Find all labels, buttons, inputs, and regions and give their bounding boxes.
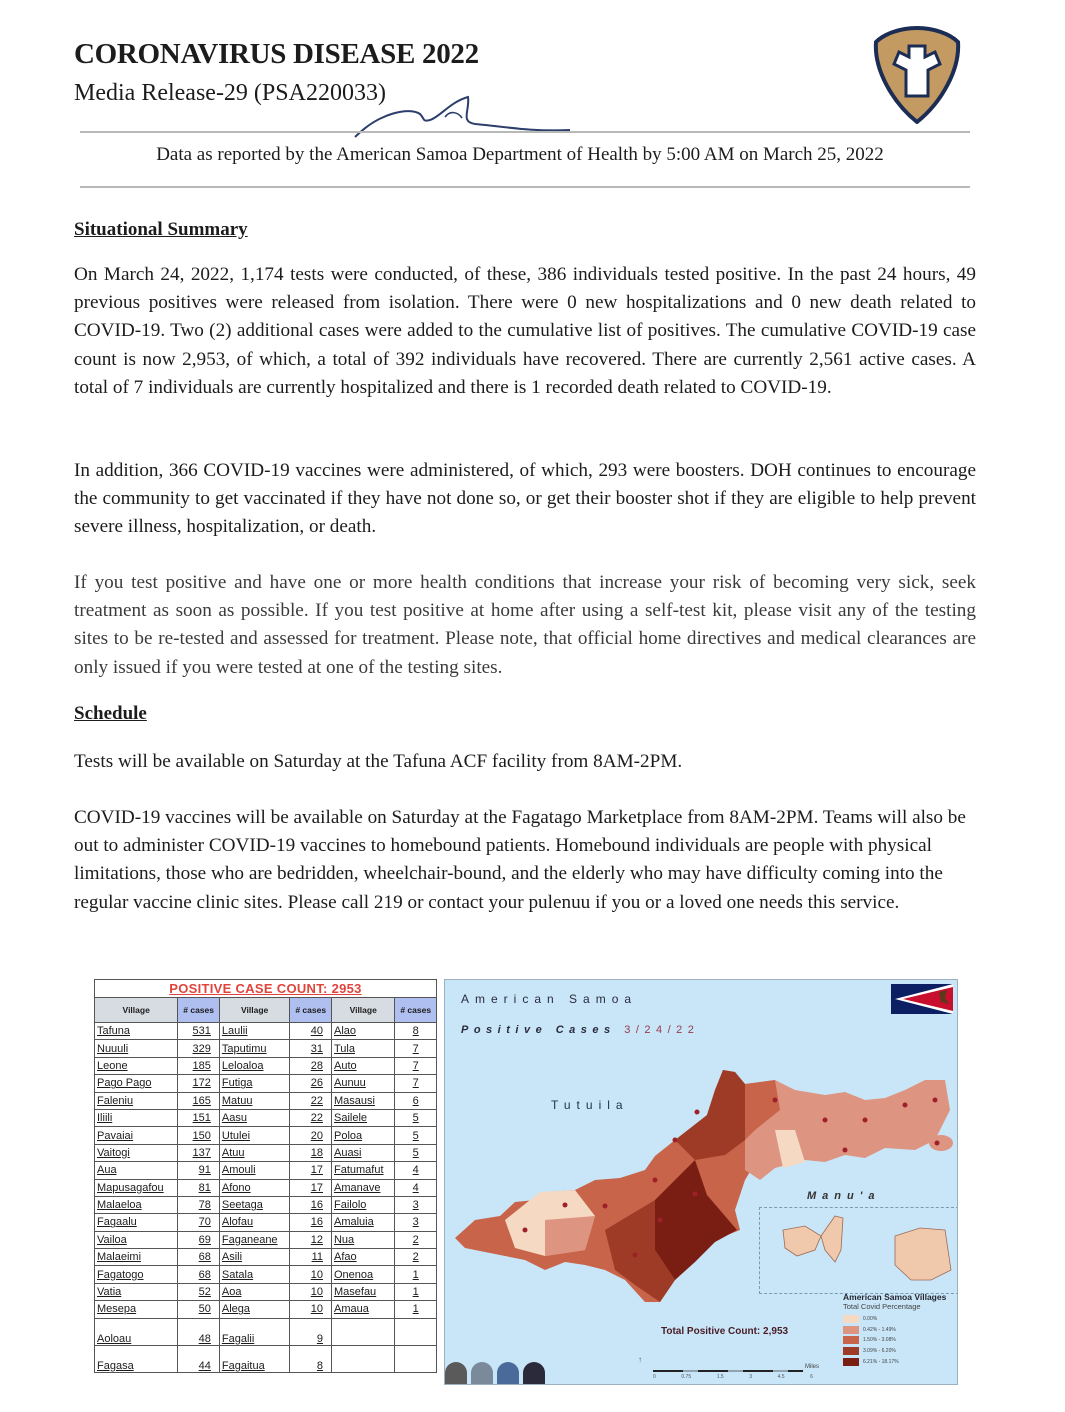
legend-swatch bbox=[843, 1326, 859, 1334]
case-count-cell: 172 bbox=[178, 1075, 220, 1092]
partner-seal-1-icon bbox=[445, 1362, 467, 1384]
village-dot bbox=[863, 1118, 868, 1123]
case-count-cell: 8 bbox=[290, 1345, 332, 1372]
case-count-cell: 2 bbox=[395, 1249, 437, 1266]
case-count-cell: 16 bbox=[290, 1196, 332, 1213]
ofu-island bbox=[783, 1226, 821, 1256]
table-row bbox=[95, 1318, 437, 1345]
case-count-cell: 1 bbox=[395, 1301, 437, 1318]
legend-label: 0.42% - 1.49% bbox=[863, 1326, 896, 1333]
village-name-cell: Fagaitua bbox=[219, 1345, 290, 1372]
village-name-cell: Faleniu bbox=[95, 1092, 178, 1109]
village-name-cell: Faganeane bbox=[219, 1231, 290, 1248]
village-name-cell: Aoa bbox=[219, 1283, 290, 1300]
village-dot bbox=[563, 1203, 568, 1208]
case-count-cell: 40 bbox=[290, 1023, 332, 1040]
legend-label: 6.21% - 18.17% bbox=[863, 1358, 899, 1365]
legend-item bbox=[843, 1335, 953, 1346]
partner-seal-2-icon bbox=[471, 1362, 493, 1384]
village-name-cell: Vatia bbox=[95, 1283, 178, 1300]
legend-item bbox=[843, 1346, 953, 1357]
schedule-heading: Schedule bbox=[74, 703, 147, 724]
partner-seal-3-icon bbox=[497, 1362, 519, 1384]
village-name-cell: Futiga bbox=[219, 1075, 290, 1092]
village-dot bbox=[603, 1204, 608, 1209]
positive-cases-map bbox=[444, 979, 958, 1385]
legend-item bbox=[843, 1356, 953, 1367]
table-row bbox=[95, 1345, 437, 1372]
case-count-cell: 185 bbox=[178, 1057, 220, 1074]
case-count-cell: 3 bbox=[395, 1214, 437, 1231]
tutuila-pago-region bbox=[675, 1070, 745, 1160]
table-row bbox=[95, 1127, 437, 1144]
partner-logos bbox=[445, 1362, 545, 1384]
village-name-cell: Laulii bbox=[219, 1023, 290, 1040]
case-count-cell: 10 bbox=[290, 1266, 332, 1283]
table-row bbox=[95, 1283, 437, 1300]
case-count-cell: 4 bbox=[395, 1179, 437, 1196]
village-name-cell: Taputimu bbox=[219, 1040, 290, 1057]
case-count-cell: 69 bbox=[178, 1231, 220, 1248]
table-row bbox=[95, 1214, 437, 1231]
case-count-cell: 28 bbox=[290, 1057, 332, 1074]
case-count-cell: 16 bbox=[290, 1214, 332, 1231]
village-name-cell: Amaua bbox=[331, 1301, 394, 1318]
tutuila-label: Tutuila bbox=[551, 1098, 629, 1112]
case-count-cell: 6 bbox=[395, 1092, 437, 1109]
table-row bbox=[95, 1144, 437, 1161]
village-name-cell: Amouli bbox=[219, 1162, 290, 1179]
scale-tick-label: 1.5 bbox=[716, 1374, 724, 1380]
case-count-cell: 9 bbox=[290, 1318, 332, 1345]
manua-label: Manu'a bbox=[807, 1190, 881, 1202]
case-count-cell: 22 bbox=[290, 1109, 332, 1126]
situational-summary-heading: Situational Summary bbox=[74, 219, 248, 240]
aunuu-island bbox=[929, 1135, 953, 1151]
village-name-cell: Auto bbox=[331, 1057, 394, 1074]
table-row bbox=[95, 1249, 437, 1266]
case-count-cell: 5 bbox=[395, 1127, 437, 1144]
legend-title: American Samoa Villages bbox=[843, 1292, 947, 1302]
case-count-cell: 2 bbox=[395, 1231, 437, 1248]
village-name-cell: Aunuu bbox=[331, 1075, 394, 1092]
village-name-cell: Atuu bbox=[219, 1144, 290, 1161]
case-count-cell: 44 bbox=[178, 1345, 220, 1372]
schedule-testing: Tests will be available on Saturday at the Tafuna ACF facility from 8AM-2PM. bbox=[74, 751, 683, 772]
case-count-cell: 22 bbox=[290, 1092, 332, 1109]
tau-island bbox=[895, 1228, 951, 1280]
case-count-cell: 5 bbox=[395, 1109, 437, 1126]
village-name-cell: Amaluia bbox=[331, 1214, 394, 1231]
scale-ticks bbox=[653, 1374, 813, 1380]
village-name-cell: Malaeimi bbox=[95, 1249, 178, 1266]
case-count-cell: 17 bbox=[290, 1162, 332, 1179]
village-name-cell: Mapusagafou bbox=[95, 1179, 178, 1196]
village-name-cell: Onenoa bbox=[331, 1266, 394, 1283]
data-statement: Data as reported by the American Samoa Department of Health by 5:00 AM on March 25, 2022 bbox=[156, 144, 884, 165]
village-name-cell: Iliili bbox=[95, 1109, 178, 1126]
case-count-cell: 48 bbox=[178, 1318, 220, 1345]
summary-paragraph-treatment: If you test positive and have one or more health conditions that increase your risk of becoming very sick, seek treatment as soon as possible. If you test positive at home after using a self-test kit, please visit any of the testing sites to be re-tested and assessed for treatment. Please note, that official home directives and medical clearances are only issued if you were tested at one of the testing sites. bbox=[74, 572, 976, 678]
village-name-cell: Alao bbox=[331, 1023, 394, 1040]
legend-swatch bbox=[843, 1358, 859, 1366]
village-name-cell: Vailoa bbox=[95, 1231, 178, 1248]
village-dot bbox=[823, 1118, 828, 1123]
village-dot bbox=[933, 1098, 938, 1103]
case-count-cell: 78 bbox=[178, 1196, 220, 1213]
village-dot bbox=[633, 1253, 638, 1258]
case-count-cell: 4 bbox=[395, 1162, 437, 1179]
village-dot bbox=[695, 1110, 700, 1115]
scale-tick-label: 0 bbox=[653, 1374, 656, 1380]
col-header-village-3: Village bbox=[331, 998, 394, 1023]
scale-tick-label: 6 bbox=[810, 1374, 813, 1380]
village-name-cell: Fagatogo bbox=[95, 1266, 178, 1283]
case-count-cell: 20 bbox=[290, 1127, 332, 1144]
summary-paragraph-vaccines: In addition, 366 COVID-19 vaccines were administered, of which, 293 were boosters. DOH continues to encourage the community to get vaccinated if they have not done so, or get their booster shot if they are eligible to help prevent severe illness, hospitalization, or death. bbox=[74, 460, 976, 538]
village-name-cell: Tula bbox=[331, 1040, 394, 1057]
village-dot bbox=[653, 1178, 658, 1183]
village-name-cell: Poloa bbox=[331, 1127, 394, 1144]
village-dot bbox=[673, 1138, 678, 1143]
case-count-cell: 1 bbox=[395, 1266, 437, 1283]
village-name-cell: Matuu bbox=[219, 1092, 290, 1109]
case-count-cell: 10 bbox=[290, 1301, 332, 1318]
case-count-cell: 5 bbox=[395, 1144, 437, 1161]
case-count-cell: 17 bbox=[290, 1179, 332, 1196]
scale-tick-label: 3 bbox=[749, 1374, 753, 1380]
village-name-cell bbox=[331, 1318, 394, 1345]
village-name-cell: Afao bbox=[331, 1249, 394, 1266]
map-subtitle-date: 3/24/22 bbox=[624, 1024, 700, 1036]
village-dot bbox=[935, 1141, 940, 1146]
village-name-cell: Tafuna bbox=[95, 1023, 178, 1040]
summary-paragraph-cases: On March 24, 2022, 1,174 tests were conducted, of these, 386 individuals tested positive. In the past 24 hours, 49 previous positives were released from isolation. There were 0 new hospitalizations and 0 new death related to COVID-19. Two (2) additional cases were added to the cumulative list of positives. The cumulative COVID-19 case count is now 2,953, of which, a total of 392 individuals have recovered. There are currently 2,561 active cases. A total of 7 individuals are currently hospitalized and there is 1 recorded death related to COVID-19. bbox=[74, 264, 976, 398]
document-title: CORONAVIRUS DISEASE 2022 bbox=[74, 38, 479, 70]
legend-subtitle: Total Covid Percentage bbox=[843, 1302, 921, 1311]
table-row bbox=[95, 1057, 437, 1074]
case-count-cell: 151 bbox=[178, 1109, 220, 1126]
village-name-cell: Alofau bbox=[219, 1214, 290, 1231]
village-name-cell: Aua bbox=[95, 1162, 178, 1179]
village-name-cell: Fatumafut bbox=[331, 1162, 394, 1179]
village-name-cell: Fagaalu bbox=[95, 1214, 178, 1231]
village-name-cell: Malaeloa bbox=[95, 1196, 178, 1213]
village-name-cell: Fagalii bbox=[219, 1318, 290, 1345]
header-divider-bottom bbox=[80, 186, 970, 188]
table-header-row bbox=[95, 998, 437, 1023]
legend-label: 0.00% bbox=[863, 1316, 878, 1323]
village-name-cell: Aoloau bbox=[95, 1318, 178, 1345]
village-dot bbox=[773, 1098, 778, 1103]
legend-swatch bbox=[843, 1336, 859, 1344]
table-title: POSITIVE CASE COUNT: 2953 bbox=[95, 980, 437, 998]
village-name-cell: Pago Pago bbox=[95, 1075, 178, 1092]
case-count-cell: 18 bbox=[290, 1144, 332, 1161]
case-count-cell: 7 bbox=[395, 1057, 437, 1074]
col-header-village-1: Village bbox=[95, 998, 178, 1023]
legend-swatch bbox=[843, 1315, 859, 1323]
schedule-vaccines: COVID-19 vaccines will be available on Saturday at the Fagatago Marketplace from 8AM-2PM. Teams will also be out to administer COVID-19 vaccines to homebound patients. Homebound individuals are people with physical limitations, those who are bedridden, wheelchair-bound, and the elderly who may have difficulty coming into the regular vaccine clinic sites. Please call 219 or contact your pulenuu if you or a loved one needs this service. bbox=[74, 807, 966, 913]
case-count-cell: 68 bbox=[178, 1249, 220, 1266]
village-name-cell bbox=[331, 1345, 394, 1372]
village-name-cell: Satala bbox=[219, 1266, 290, 1283]
col-header-cases-2: # cases bbox=[290, 998, 332, 1023]
legend-item bbox=[843, 1325, 953, 1336]
legend-swatch bbox=[843, 1347, 859, 1355]
village-dot bbox=[658, 1218, 663, 1223]
village-dot bbox=[843, 1148, 848, 1153]
olosega-island bbox=[821, 1216, 843, 1262]
table-row bbox=[95, 1196, 437, 1213]
case-count-cell: 165 bbox=[178, 1092, 220, 1109]
case-count-cell bbox=[395, 1345, 437, 1372]
village-name-cell: Nuuuli bbox=[95, 1040, 178, 1057]
village-name-cell: Amanave bbox=[331, 1179, 394, 1196]
table-row bbox=[95, 1109, 437, 1126]
positive-case-count-table bbox=[94, 979, 437, 1373]
media-release-number: Media Release-29 (PSA220033) bbox=[74, 80, 386, 106]
village-name-cell: Alega bbox=[219, 1301, 290, 1318]
partner-seal-4-icon bbox=[523, 1362, 545, 1384]
table-row bbox=[95, 1092, 437, 1109]
village-name-cell: Leloaloa bbox=[219, 1057, 290, 1074]
table-row bbox=[95, 1023, 437, 1040]
case-count-cell: 329 bbox=[178, 1040, 220, 1057]
table-row bbox=[95, 1179, 437, 1196]
legend-label: 1.50% - 3.08% bbox=[863, 1337, 896, 1344]
case-count-cell bbox=[395, 1318, 437, 1345]
scale-unit: Miles bbox=[805, 1364, 820, 1370]
village-name-cell: Masausi bbox=[331, 1092, 394, 1109]
case-count-cell: 52 bbox=[178, 1283, 220, 1300]
case-count-cell: 12 bbox=[290, 1231, 332, 1248]
village-name-cell: Nua bbox=[331, 1231, 394, 1248]
legend-label: 3.09% - 6.20% bbox=[863, 1348, 896, 1355]
case-count-cell: 91 bbox=[178, 1162, 220, 1179]
map-title: American Samoa bbox=[461, 992, 638, 1006]
village-dot bbox=[693, 1192, 698, 1197]
table-row bbox=[95, 1162, 437, 1179]
case-count-cell: 70 bbox=[178, 1214, 220, 1231]
village-name-cell: Pavaiai bbox=[95, 1127, 178, 1144]
signature-icon bbox=[350, 92, 590, 142]
table-row bbox=[95, 1231, 437, 1248]
north-arrow-icon: ↑ bbox=[638, 1355, 642, 1364]
table-row bbox=[95, 1075, 437, 1092]
case-count-cell: 81 bbox=[178, 1179, 220, 1196]
case-count-cell: 1 bbox=[395, 1283, 437, 1300]
map-subtitle-label: Positive Cases bbox=[461, 1024, 616, 1036]
scale-bar-line bbox=[653, 1370, 803, 1372]
case-count-cell: 531 bbox=[178, 1023, 220, 1040]
col-header-village-2: Village bbox=[219, 998, 290, 1023]
col-header-cases-1: # cases bbox=[178, 998, 220, 1023]
case-count-cell: 7 bbox=[395, 1075, 437, 1092]
table-row bbox=[95, 1266, 437, 1283]
case-count-cell: 68 bbox=[178, 1266, 220, 1283]
total-positive-count: Total Positive Count: 2,953 bbox=[661, 1326, 789, 1337]
scale-tick-label: 4.5 bbox=[777, 1374, 785, 1380]
case-count-cell: 150 bbox=[178, 1127, 220, 1144]
village-name-cell: Mesepa bbox=[95, 1301, 178, 1318]
village-name-cell: Afono bbox=[219, 1179, 290, 1196]
case-count-cell: 10 bbox=[290, 1283, 332, 1300]
case-count-cell: 31 bbox=[290, 1040, 332, 1057]
case-count-cell: 3 bbox=[395, 1196, 437, 1213]
village-dot bbox=[523, 1228, 528, 1233]
village-name-cell: Leone bbox=[95, 1057, 178, 1074]
map-legend bbox=[843, 1292, 953, 1367]
village-name-cell: Aasu bbox=[219, 1109, 290, 1126]
case-count-cell: 8 bbox=[395, 1023, 437, 1040]
village-name-cell: Failolo bbox=[331, 1196, 394, 1213]
village-name-cell: Asili bbox=[219, 1249, 290, 1266]
village-name-cell: Seetaga bbox=[219, 1196, 290, 1213]
village-name-cell: Utulei bbox=[219, 1127, 290, 1144]
village-name-cell: Masefau bbox=[331, 1283, 394, 1300]
village-name-cell: Fagasa bbox=[95, 1345, 178, 1372]
village-name-cell: Auasi bbox=[331, 1144, 394, 1161]
village-name-cell: Vaitogi bbox=[95, 1144, 178, 1161]
scale-tick-label: 0.75 bbox=[681, 1374, 692, 1380]
header-divider-top bbox=[80, 131, 970, 133]
col-header-cases-3: # cases bbox=[395, 998, 437, 1023]
village-name-cell: Sailele bbox=[331, 1109, 394, 1126]
case-count-cell: 7 bbox=[395, 1040, 437, 1057]
legend-item bbox=[843, 1314, 953, 1325]
table-row bbox=[95, 1040, 437, 1057]
table-title-row bbox=[95, 980, 437, 998]
doh-shield-cross-icon bbox=[872, 24, 962, 124]
village-dot bbox=[903, 1103, 908, 1108]
case-count-cell: 11 bbox=[290, 1249, 332, 1266]
case-count-cell: 26 bbox=[290, 1075, 332, 1092]
case-count-cell: 50 bbox=[178, 1301, 220, 1318]
table-row bbox=[95, 1301, 437, 1318]
case-count-cell: 137 bbox=[178, 1144, 220, 1161]
